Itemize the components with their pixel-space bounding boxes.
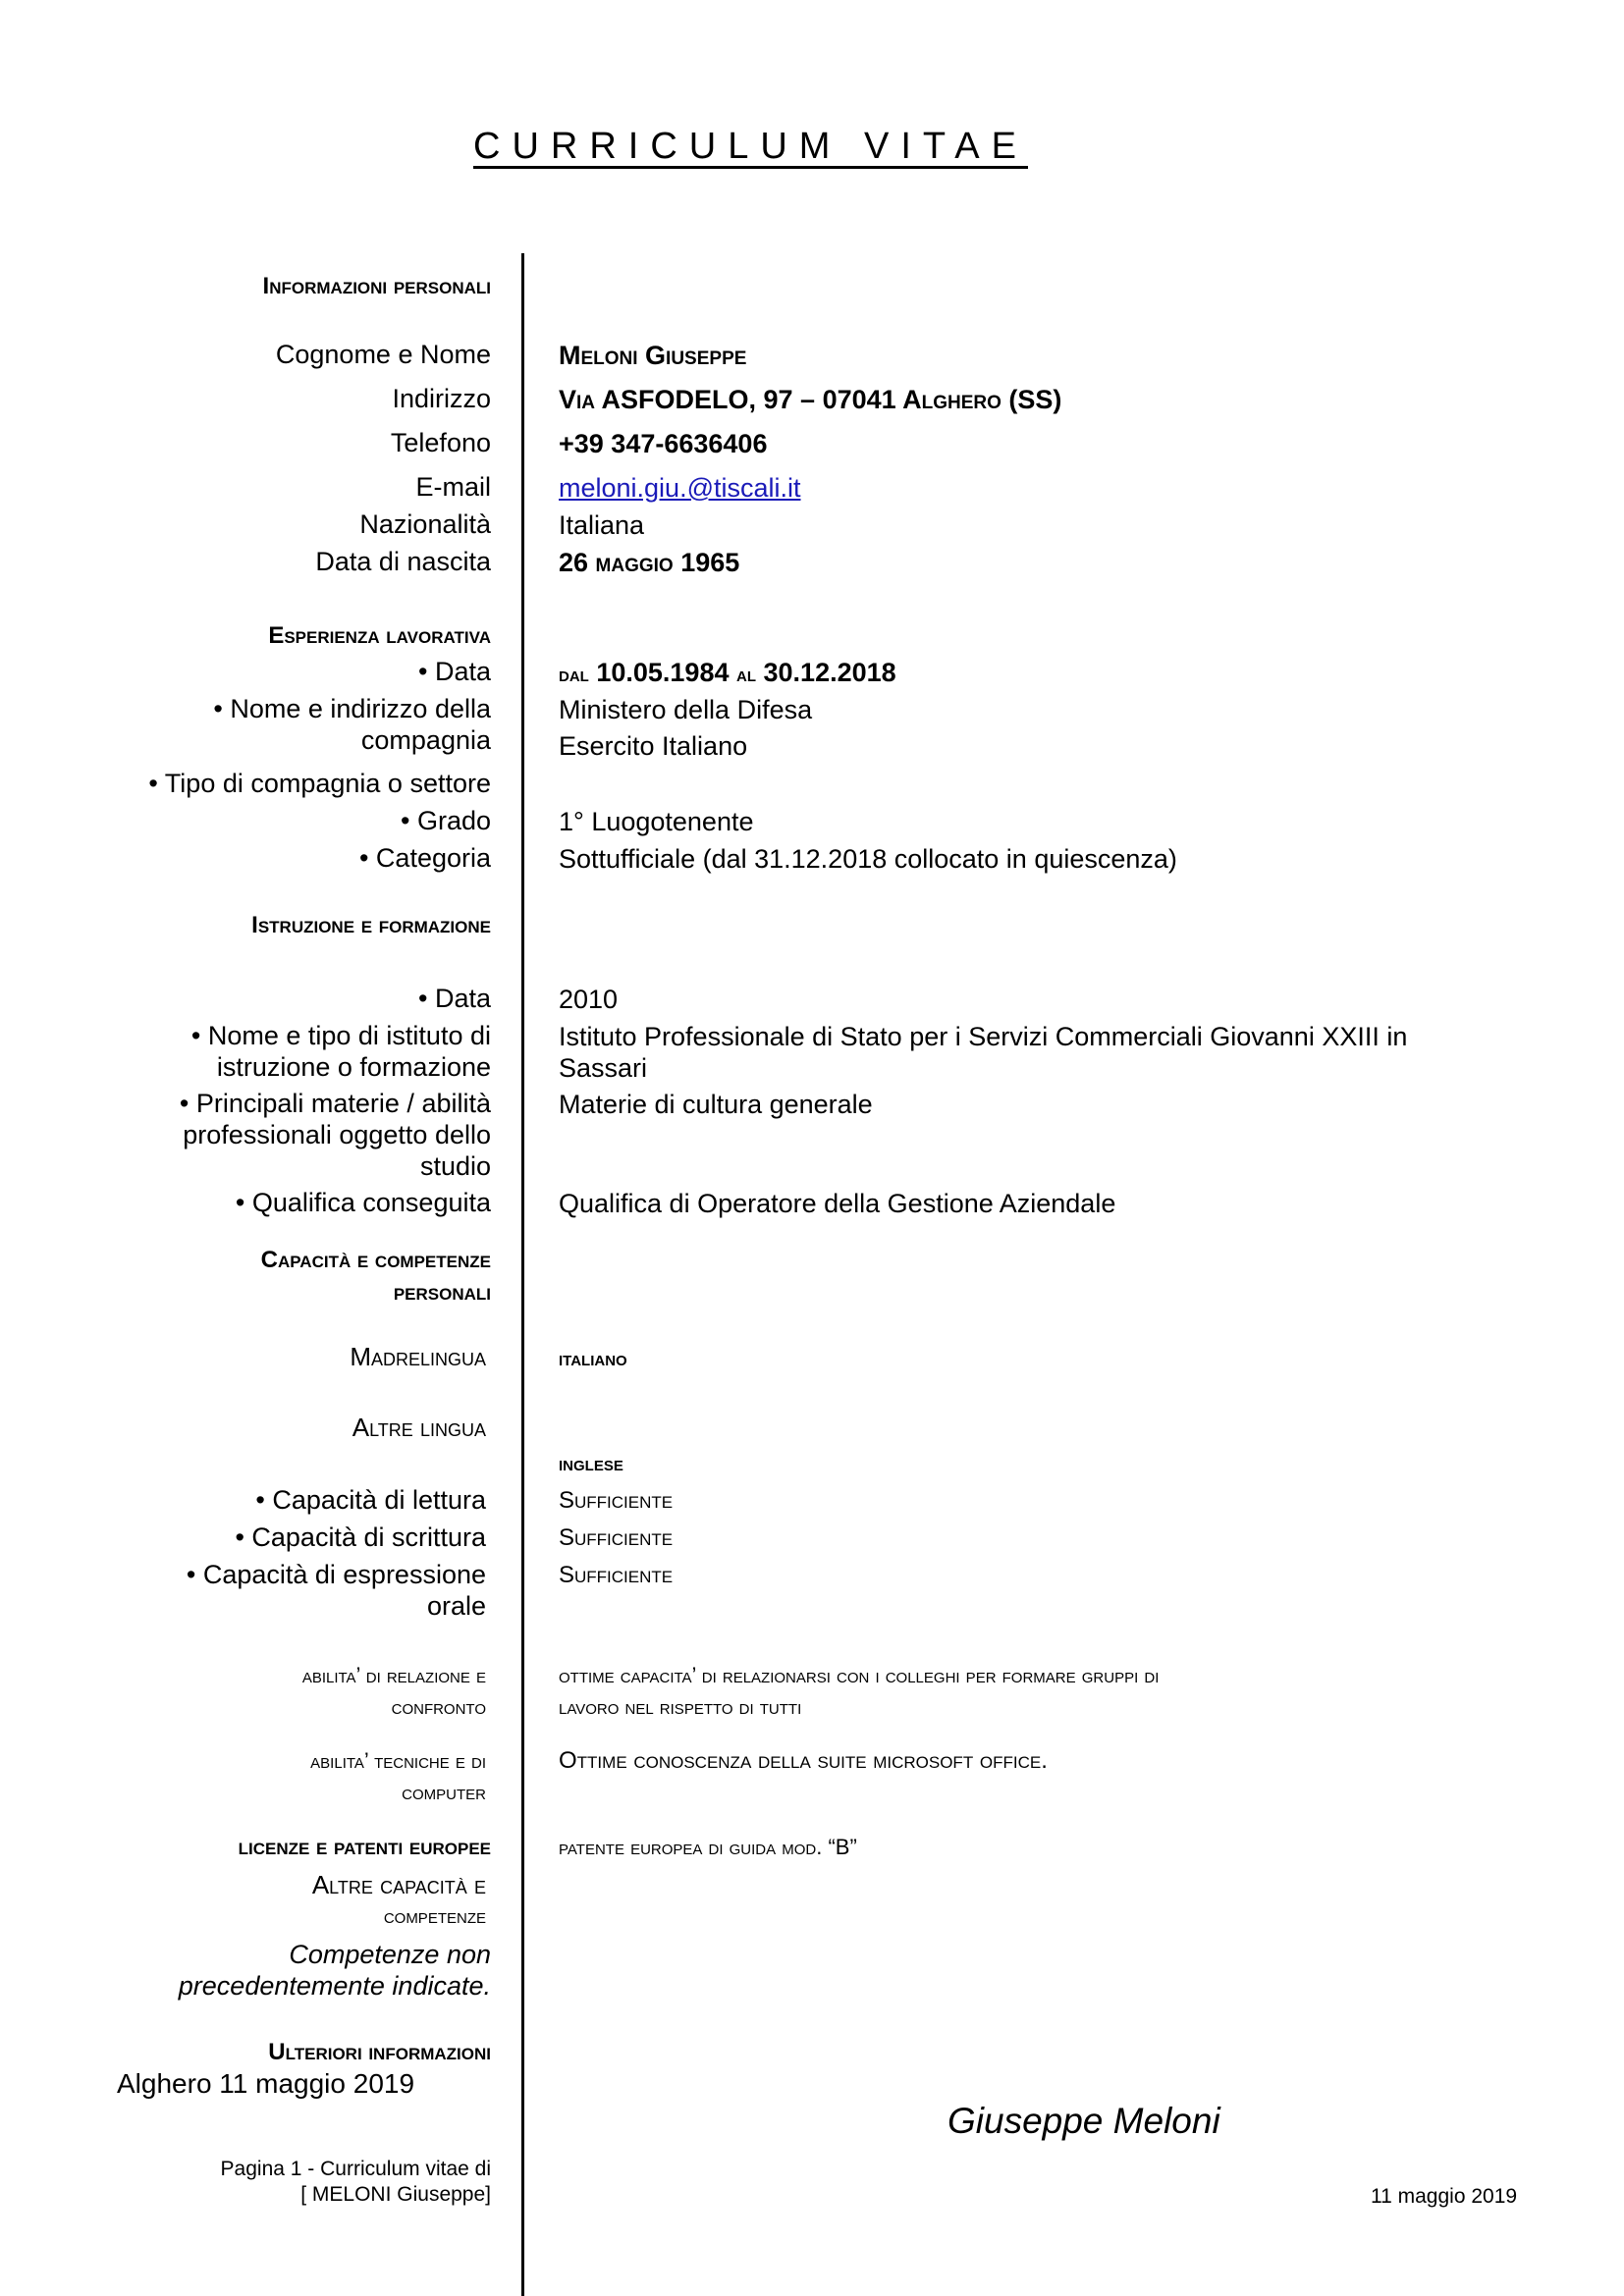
exp-date-to: 30.12.2018 [763, 658, 896, 687]
label-other-skills-2: competenze [383, 1903, 486, 1928]
footer-left-line-1: Pagina 1 - Curriculum vitae di [220, 2158, 491, 2180]
label-other-languages: Altre lingua [352, 1413, 486, 1442]
value-writing: Sufficiente [559, 1524, 674, 1551]
label-nationality: Nazionalità [359, 509, 491, 539]
label-exp-date: • Data [418, 657, 491, 686]
email-link[interactable]: meloni.giu.@tiscali.it [559, 473, 801, 503]
section-heading-skills-1: Capacità e competenze [260, 1247, 491, 1273]
label-institute-2: istruzione o formazione [216, 1052, 491, 1082]
section-heading-education: Istruzione e formazione [251, 912, 491, 938]
label-address: Indirizzo [392, 384, 491, 413]
exp-date-from: 10.05.1984 [596, 658, 730, 687]
section-heading-skills-2: personali [393, 1279, 491, 1306]
exp-date-prefix: dal [559, 662, 589, 686]
label-name: Cognome e Nome [275, 340, 491, 369]
exp-date-mid: al [736, 662, 756, 686]
value-category: Sottufficiale (dal 31.12.2018 collocato in quiescenza) [559, 844, 1177, 874]
value-subjects: Materie di cultura generale [559, 1090, 873, 1119]
section-heading-licenses: licenze e patenti europee [238, 1834, 491, 1860]
value-exp-date [559, 657, 896, 690]
label-relation-1: abilita’ di relazione e [301, 1663, 486, 1687]
label-sector: • Tipo di compagnia o settore [148, 769, 491, 798]
value-edu-date: 2010 [559, 985, 619, 1014]
section-heading-experience: Esperienza lavorativa [268, 622, 491, 649]
label-subjects-1: • Principali materie / abilità [179, 1089, 491, 1118]
note-other-skills-2: precedentemente indicate. [178, 1971, 491, 2001]
value-relation-1: ottime capacita’ di relazionarsi con i colleghi per formare gruppi di [559, 1663, 1160, 1687]
label-relation-2: confronto [391, 1694, 486, 1719]
note-other-skills-1: Competenze non [289, 1940, 491, 1969]
language-name: inglese [559, 1451, 623, 1475]
label-tech-1: abilita’ tecniche e di [310, 1748, 486, 1773]
label-writing: • Capacità di scrittura [235, 1522, 486, 1552]
section-heading-further: Ulteriori informazioni [268, 2039, 491, 2065]
value-mother-tongue: italiano [559, 1346, 627, 1370]
value-birthdate: 26 maggio 1965 [559, 548, 740, 577]
label-reading: • Capacità di lettura [255, 1485, 486, 1515]
value-nationality: Italiana [559, 510, 645, 540]
value-institute-2: Sassari [559, 1053, 648, 1083]
footer-date: 11 maggio 2019 [1371, 2185, 1518, 2208]
label-email: E-mail [415, 472, 491, 502]
value-name: Meloni Giuseppe [559, 341, 747, 370]
value-phone: +39 347-6636406 [559, 429, 768, 458]
value-address: Via ASFODELO, 97 – 07041 Alghero (SS) [559, 385, 1062, 414]
label-oral-1: • Capacità di espressione [186, 1560, 486, 1589]
label-subjects-2: professionali oggetto dello [183, 1120, 491, 1149]
label-grade: • Grado [401, 806, 491, 835]
label-subjects-3: studio [419, 1151, 491, 1181]
value-license: patente europea di guida mod. “B” [559, 1835, 857, 1859]
label-institute-1: • Nome e tipo di istituto di [190, 1021, 491, 1050]
value-relation-2: lavoro nel rispetto di tutti [559, 1694, 802, 1719]
value-company-1: Ministero della Difesa [559, 695, 813, 724]
value-oral: Sufficiente [559, 1562, 674, 1588]
footer-left [221, 2157, 491, 2208]
section-heading-personal: Informazioni personali [262, 273, 491, 299]
label-phone: Telefono [390, 428, 491, 457]
value-tech: Ottime conoscenza della suite microsoft office. [559, 1747, 1048, 1774]
column-divider [521, 253, 524, 2296]
value-grade: 1° Luogotenente [559, 807, 754, 836]
label-company-2: compagnia [360, 725, 491, 755]
label-tech-2: computer [402, 1780, 486, 1804]
place-date: Alghero 11 maggio 2019 [117, 2068, 415, 2099]
value-qualification: Qualifica di Operatore della Gestione Aziendale [559, 1189, 1116, 1218]
label-other-skills-1: Altre capacità e [311, 1870, 486, 1899]
label-birthdate: Data di nascita [315, 547, 491, 576]
footer-left-line-2: [ MELONI Giuseppe] [300, 2183, 491, 2206]
label-qualification: • Qualifica conseguita [235, 1188, 491, 1217]
label-category: • Categoria [358, 843, 491, 873]
value-reading: Sufficiente [559, 1487, 674, 1514]
label-company-1: • Nome e indirizzo della [213, 694, 491, 723]
value-institute-1: Istituto Professionale di Stato per i Servizi Commerciali Giovanni XXIII in [559, 1022, 1408, 1051]
signature: Giuseppe Meloni [947, 2101, 1220, 2141]
label-oral-2: orale [426, 1591, 486, 1621]
label-mother-tongue: Madrelingua [350, 1342, 486, 1371]
value-company-2: Esercito Italiano [559, 731, 748, 761]
label-edu-date: • Data [418, 984, 491, 1013]
page-title: CURRICULUM VITAE [473, 126, 1028, 167]
